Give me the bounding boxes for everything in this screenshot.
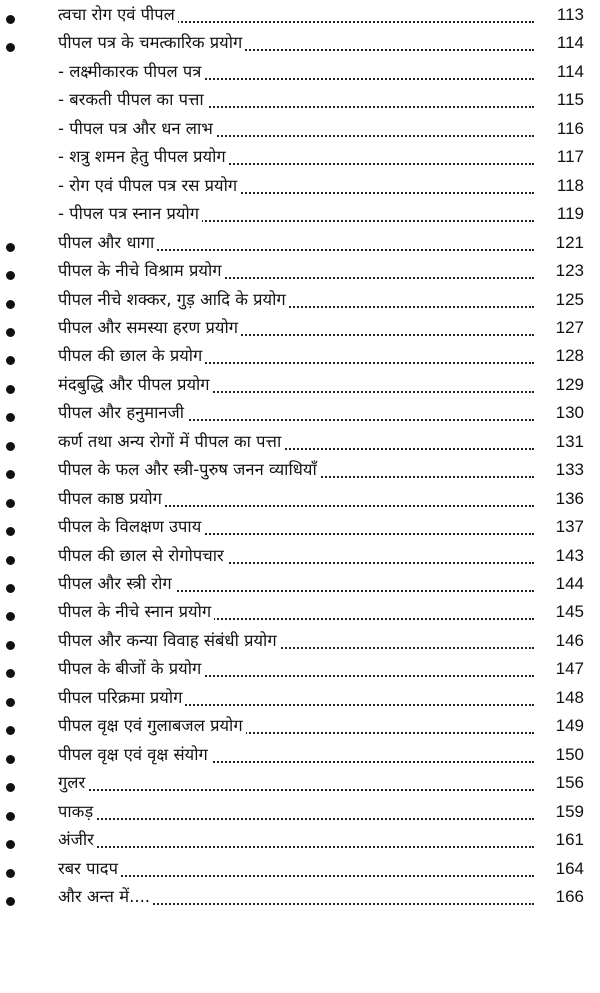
toc-subentry[interactable] <box>0 87 600 113</box>
toc-entry[interactable] <box>0 656 600 682</box>
toc-title: पीपल और समस्या हरण प्रयोग <box>58 315 241 341</box>
toc-title: पीपल वृक्ष एवं वृक्ष संयोग <box>58 742 211 768</box>
toc-entry[interactable] <box>0 827 600 853</box>
page-number: 133 <box>538 457 584 483</box>
toc-subentry[interactable] <box>0 116 600 142</box>
toc-title: मंदबुद्धि और पीपल प्रयोग <box>58 372 213 398</box>
dot-leader <box>58 818 534 820</box>
toc-entry[interactable] <box>0 287 600 313</box>
toc-entry[interactable] <box>0 884 600 910</box>
page-number: 113 <box>538 2 584 28</box>
toc-entry[interactable] <box>0 258 600 284</box>
toc-entry[interactable] <box>0 457 600 483</box>
toc-entry[interactable] <box>0 628 600 654</box>
bullet-icon <box>6 243 15 252</box>
toc-entry[interactable] <box>0 343 600 369</box>
toc-title: - पीपल पत्र और धन लाभ <box>58 116 216 142</box>
toc-entry[interactable] <box>0 543 600 569</box>
dot-leader <box>58 875 534 877</box>
toc-entry[interactable] <box>0 2 600 28</box>
toc-title: पीपल के नीचे स्नान प्रयोग <box>58 599 214 625</box>
page-number: 121 <box>538 230 584 256</box>
toc-title: - रोग एवं पीपल पत्र रस प्रयोग <box>58 173 240 199</box>
page-number: 130 <box>538 400 584 426</box>
page-number: 146 <box>538 628 584 654</box>
page-number: 143 <box>538 543 584 569</box>
toc-title: पीपल पत्र के चमत्कारिक प्रयोग <box>58 30 245 56</box>
toc-title: पीपल और कन्या विवाह संबंधी प्रयोग <box>58 628 280 654</box>
toc-entry[interactable] <box>0 713 600 739</box>
page-number: 117 <box>538 144 584 170</box>
toc-subentry[interactable] <box>0 59 600 85</box>
toc-title: त्वचा रोग एवं पीपल <box>58 2 178 28</box>
toc-title: पीपल के बीजों के प्रयोग <box>58 656 204 682</box>
page-number: 137 <box>538 514 584 540</box>
toc-entry[interactable] <box>0 315 600 341</box>
bullet-icon <box>6 470 15 479</box>
toc-title: पीपल के नीचे विश्राम प्रयोग <box>58 258 225 284</box>
page-number: 161 <box>538 827 584 853</box>
toc-title: पीपल और धागा <box>58 230 157 256</box>
toc-title: - लक्ष्मीकारक पीपल पत्र <box>58 59 204 85</box>
page-number: 125 <box>538 287 584 313</box>
toc-entry[interactable] <box>0 685 600 711</box>
bullet-icon <box>6 584 15 593</box>
toc-title: गुलर <box>58 770 88 796</box>
bullet-icon <box>6 271 15 280</box>
page-number: 136 <box>538 486 584 512</box>
bullet-icon <box>6 698 15 707</box>
bullet-icon <box>6 442 15 451</box>
bullet-icon <box>6 356 15 365</box>
bullet-icon <box>6 641 15 650</box>
toc-entry[interactable] <box>0 599 600 625</box>
toc-title: अंजीर <box>58 827 97 853</box>
toc-entry[interactable] <box>0 429 600 455</box>
toc-entry[interactable] <box>0 856 600 882</box>
toc-subentry[interactable] <box>0 201 600 227</box>
toc-title: कर्ण तथा अन्य रोगों में पीपल का पत्ता <box>58 429 284 455</box>
page-number: 123 <box>538 258 584 284</box>
toc-title: पीपल और हनुमानजी <box>58 400 187 426</box>
bullet-icon <box>6 413 15 422</box>
toc-title: पीपल और स्त्री रोग <box>58 571 175 597</box>
page-number: 118 <box>538 173 584 199</box>
page-number: 116 <box>538 116 584 142</box>
toc-entry[interactable] <box>0 30 600 56</box>
page-number: 128 <box>538 343 584 369</box>
page-number: 145 <box>538 599 584 625</box>
toc-title: पीपल के फल और स्त्री-पुरुष जनन व्याधियाँ <box>58 457 320 483</box>
toc-entry[interactable] <box>0 742 600 768</box>
page-number: 150 <box>538 742 584 768</box>
toc-entry[interactable] <box>0 372 600 398</box>
page-number: 127 <box>538 315 584 341</box>
bullet-icon <box>6 300 15 309</box>
toc-entry[interactable] <box>0 486 600 512</box>
bullet-icon <box>6 499 15 508</box>
dot-leader <box>58 846 534 848</box>
toc-title: - शत्रु शमन हेतु पीपल प्रयोग <box>58 144 229 170</box>
toc-entry[interactable] <box>0 770 600 796</box>
toc-title: रबर पादप <box>58 856 121 882</box>
bullet-icon <box>6 669 15 678</box>
bullet-icon <box>6 527 15 536</box>
bullet-icon <box>6 556 15 565</box>
bullet-icon <box>6 612 15 621</box>
bullet-icon <box>6 812 15 821</box>
toc-entry[interactable] <box>0 799 600 825</box>
bullet-icon <box>6 15 15 24</box>
bullet-icon <box>6 385 15 394</box>
page-number: 115 <box>538 87 584 113</box>
toc-title: - बरकती पीपल का पत्ता <box>58 87 207 113</box>
bullet-icon <box>6 840 15 849</box>
toc-title: पीपल काष्ठ प्रयोग <box>58 486 165 512</box>
bullet-icon <box>6 726 15 735</box>
toc-entry[interactable] <box>0 400 600 426</box>
toc-entry[interactable] <box>0 571 600 597</box>
page-number: 114 <box>538 30 584 56</box>
toc-entry[interactable] <box>0 514 600 540</box>
dot-leader <box>58 789 534 791</box>
bullet-icon <box>6 328 15 337</box>
bullet-icon <box>6 755 15 764</box>
bullet-icon <box>6 869 15 878</box>
bullet-icon <box>6 897 15 906</box>
toc-subentry[interactable] <box>0 144 600 170</box>
page-number: 159 <box>538 799 584 825</box>
page-number: 114 <box>538 59 584 85</box>
page-number: 148 <box>538 685 584 711</box>
toc-title: पाकड़ <box>58 799 96 825</box>
page-number: 149 <box>538 713 584 739</box>
toc-title: पीपल की छाल के प्रयोग <box>58 343 205 369</box>
page-number: 147 <box>538 656 584 682</box>
toc-subentry[interactable] <box>0 173 600 199</box>
toc-title: पीपल परिक्रमा प्रयोग <box>58 685 185 711</box>
bullet-icon <box>6 43 15 52</box>
toc-title: पीपल के विलक्षण उपाय <box>58 514 204 540</box>
toc-title: - पीपल पत्र स्नान प्रयोग <box>58 201 202 227</box>
bullet-icon <box>6 783 15 792</box>
toc-entry[interactable] <box>0 230 600 256</box>
toc-title: पीपल वृक्ष एवं गुलाबजल प्रयोग <box>58 713 246 739</box>
toc-title: और अन्त में.... <box>58 884 153 910</box>
page-number: 166 <box>538 884 584 910</box>
toc-title: पीपल नीचे शक्कर, गुड़ आदि के प्रयोग <box>58 287 289 313</box>
page-number: 131 <box>538 429 584 455</box>
page-number: 164 <box>538 856 584 882</box>
page-number: 144 <box>538 571 584 597</box>
page-number: 119 <box>538 201 584 227</box>
page-number: 156 <box>538 770 584 796</box>
toc-title: पीपल की छाल से रोगोपचार <box>58 543 227 569</box>
page-number: 129 <box>538 372 584 398</box>
